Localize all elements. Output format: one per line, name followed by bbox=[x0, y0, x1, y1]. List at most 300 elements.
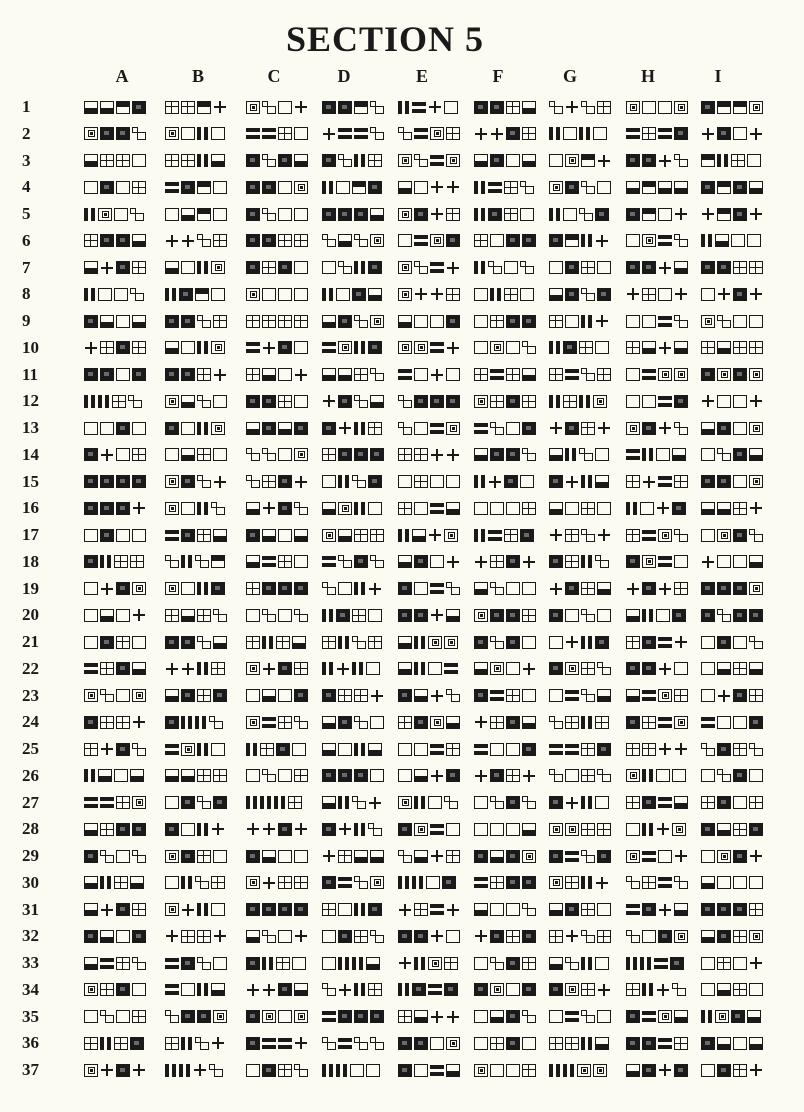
double-bar-icon bbox=[398, 101, 410, 114]
step-boxes-icon bbox=[446, 582, 460, 595]
empty-box-icon bbox=[474, 1010, 488, 1023]
dotted-box-icon bbox=[444, 636, 458, 649]
empty-box-icon bbox=[444, 101, 458, 114]
filled-box-icon bbox=[717, 636, 731, 649]
plus-icon bbox=[84, 341, 98, 354]
step-boxes-icon bbox=[490, 582, 504, 595]
empty-box-icon bbox=[701, 288, 715, 301]
bottom-fill-box-icon bbox=[294, 154, 308, 167]
plus-icon bbox=[674, 743, 688, 756]
empty-box-icon bbox=[114, 769, 128, 782]
symbol-cell bbox=[549, 769, 611, 783]
step-boxes-icon bbox=[338, 261, 352, 274]
filled-box-icon bbox=[262, 422, 276, 435]
double-bar-icon bbox=[581, 716, 593, 729]
plus-icon bbox=[246, 983, 260, 996]
step-boxes-icon bbox=[398, 422, 412, 435]
empty-box-icon bbox=[490, 903, 504, 916]
symbol-cell bbox=[165, 796, 227, 810]
filled-box-icon bbox=[717, 930, 731, 943]
grid-box-icon bbox=[132, 341, 146, 354]
filled-box-icon bbox=[414, 930, 428, 943]
dotted-box-icon bbox=[262, 1010, 276, 1023]
double-bar-icon bbox=[474, 261, 486, 274]
filled-box-icon bbox=[116, 983, 130, 996]
symbol-cell bbox=[246, 528, 308, 542]
empty-box-icon bbox=[116, 529, 130, 542]
equals-bar-icon bbox=[430, 743, 444, 756]
filled-box-icon bbox=[398, 930, 412, 943]
symbol-cell bbox=[398, 929, 460, 943]
top-fill-box-icon bbox=[581, 154, 595, 167]
filled-box-icon bbox=[181, 181, 195, 194]
empty-box-icon bbox=[474, 288, 488, 301]
grid-box-icon bbox=[165, 609, 179, 622]
bottom-fill-box-icon bbox=[595, 1037, 609, 1050]
double-bar-icon bbox=[165, 1064, 177, 1077]
plus-icon bbox=[100, 448, 114, 461]
filled-box-icon bbox=[522, 743, 536, 756]
grid-box-icon bbox=[444, 957, 458, 970]
equals-bar-icon bbox=[565, 743, 579, 756]
filled-box-icon bbox=[132, 475, 146, 488]
symbol-cell bbox=[549, 314, 609, 328]
dotted-box-icon bbox=[246, 716, 260, 729]
symbol-cell bbox=[474, 769, 536, 783]
empty-box-icon bbox=[116, 368, 130, 381]
double-bar-icon bbox=[98, 395, 110, 408]
symbol-cell bbox=[322, 180, 382, 194]
empty-box-icon bbox=[733, 127, 747, 140]
symbol-cell bbox=[626, 876, 688, 890]
plus-icon bbox=[213, 368, 227, 381]
symbol-cell bbox=[322, 608, 382, 622]
grid-box-icon bbox=[338, 689, 352, 702]
symbol-cell bbox=[322, 421, 382, 435]
row-number: 34 bbox=[22, 979, 39, 999]
dotted-box-icon bbox=[398, 796, 412, 809]
plus-icon bbox=[428, 101, 442, 114]
filled-box-icon bbox=[565, 181, 579, 194]
dotted-box-icon bbox=[577, 1064, 591, 1077]
step-boxes-icon bbox=[370, 1037, 384, 1050]
double-bar-icon bbox=[274, 796, 286, 809]
symbol-cell bbox=[701, 127, 763, 141]
empty-box-icon bbox=[595, 796, 609, 809]
bottom-fill-box-icon bbox=[701, 930, 715, 943]
empty-box-icon bbox=[506, 341, 520, 354]
plus-icon bbox=[100, 743, 114, 756]
grid-box-icon bbox=[197, 930, 211, 943]
symbol-cell bbox=[398, 421, 460, 435]
plus-icon bbox=[749, 127, 763, 140]
filled-box-icon bbox=[506, 448, 520, 461]
step-boxes-icon bbox=[444, 796, 458, 809]
empty-box-icon bbox=[278, 529, 292, 542]
plus-icon bbox=[701, 555, 715, 568]
grid-box-icon bbox=[165, 101, 179, 114]
empty-box-icon bbox=[563, 208, 577, 221]
bottom-fill-box-icon bbox=[414, 1010, 428, 1023]
symbol-cell bbox=[84, 1063, 146, 1077]
filled-box-icon bbox=[276, 743, 290, 756]
grid-box-icon bbox=[549, 368, 563, 381]
row-number: 35 bbox=[22, 1006, 39, 1026]
step-boxes-icon bbox=[581, 850, 595, 863]
filled-box-icon bbox=[354, 208, 368, 221]
dotted-box-icon bbox=[626, 101, 640, 114]
grid-box-icon bbox=[674, 475, 688, 488]
filled-box-icon bbox=[181, 315, 195, 328]
filled-box-icon bbox=[132, 101, 146, 114]
row-number: 31 bbox=[22, 899, 39, 919]
symbol-cell bbox=[322, 849, 384, 863]
grid-box-icon bbox=[294, 234, 308, 247]
filled-box-icon bbox=[84, 502, 98, 515]
filled-box-icon bbox=[749, 609, 763, 622]
bottom-fill-box-icon bbox=[414, 689, 428, 702]
symbol-cell bbox=[549, 796, 609, 810]
empty-box-icon bbox=[731, 234, 745, 247]
empty-box-icon bbox=[114, 288, 128, 301]
empty-box-icon bbox=[701, 957, 715, 970]
grid-box-icon bbox=[352, 609, 366, 622]
top-fill-box-icon bbox=[717, 181, 731, 194]
empty-box-icon bbox=[165, 876, 179, 889]
filled-box-icon bbox=[490, 101, 504, 114]
grid-box-icon bbox=[749, 341, 763, 354]
filled-box-icon bbox=[565, 422, 579, 435]
dotted-box-icon bbox=[565, 154, 579, 167]
filled-box-icon bbox=[181, 475, 195, 488]
filled-box-icon bbox=[370, 1010, 384, 1023]
table-row bbox=[0, 229, 804, 256]
empty-box-icon bbox=[701, 983, 715, 996]
dotted-box-icon bbox=[658, 368, 672, 381]
grid-box-icon bbox=[446, 288, 460, 301]
double-bar-icon bbox=[262, 957, 274, 970]
symbol-cell bbox=[549, 1063, 607, 1077]
grid-box-icon bbox=[597, 368, 611, 381]
step-boxes-icon bbox=[581, 368, 595, 381]
step-boxes-icon bbox=[370, 368, 384, 381]
filled-box-icon bbox=[412, 983, 426, 996]
empty-box-icon bbox=[597, 1010, 611, 1023]
step-boxes-icon bbox=[132, 743, 146, 756]
grid-box-icon bbox=[211, 662, 225, 675]
filled-box-icon bbox=[549, 983, 563, 996]
grid-box-icon bbox=[100, 154, 114, 167]
empty-box-icon bbox=[733, 796, 747, 809]
double-bar-icon bbox=[354, 903, 366, 916]
empty-box-icon bbox=[294, 850, 308, 863]
bottom-fill-box-icon bbox=[370, 395, 384, 408]
step-boxes-icon bbox=[370, 101, 384, 114]
filled-box-icon bbox=[338, 315, 352, 328]
symbol-cell bbox=[322, 1063, 380, 1077]
symbol-cell bbox=[246, 261, 308, 275]
step-boxes-icon bbox=[581, 181, 595, 194]
symbol-cell bbox=[626, 849, 688, 863]
grid-box-icon bbox=[506, 689, 520, 702]
equals-bar-icon bbox=[626, 127, 640, 140]
filled-box-icon bbox=[368, 341, 382, 354]
table-row bbox=[0, 791, 804, 818]
filled-box-icon bbox=[733, 529, 747, 542]
grid-box-icon bbox=[197, 609, 211, 622]
filled-box-icon bbox=[749, 823, 763, 836]
symbol-cell bbox=[474, 876, 536, 890]
grid-box-icon bbox=[213, 234, 227, 247]
equals-bar-icon bbox=[246, 341, 260, 354]
filled-box-icon bbox=[549, 234, 563, 247]
empty-box-icon bbox=[597, 502, 611, 515]
plus-icon bbox=[474, 769, 488, 782]
dotted-box-icon bbox=[444, 529, 458, 542]
filled-box-icon bbox=[474, 850, 488, 863]
symbol-cell bbox=[549, 822, 611, 836]
equals-bar-icon bbox=[474, 876, 488, 889]
empty-box-icon bbox=[626, 315, 640, 328]
step-boxes-icon bbox=[197, 957, 211, 970]
bottom-fill-box-icon bbox=[674, 181, 688, 194]
row-number: 24 bbox=[22, 712, 39, 732]
dotted-box-icon bbox=[84, 127, 98, 140]
empty-box-icon bbox=[165, 796, 179, 809]
plus-icon bbox=[430, 448, 444, 461]
bottom-fill-box-icon bbox=[549, 903, 563, 916]
symbol-cell bbox=[84, 394, 142, 408]
filled-box-icon bbox=[278, 502, 292, 515]
filled-box-icon bbox=[674, 127, 688, 140]
step-boxes-icon bbox=[197, 636, 211, 649]
top-fill-box-icon bbox=[733, 101, 747, 114]
bottom-fill-box-icon bbox=[446, 502, 460, 515]
symbol-cell bbox=[701, 635, 763, 649]
column-header-d: D bbox=[337, 66, 351, 86]
empty-box-icon bbox=[322, 475, 336, 488]
filled-box-icon bbox=[563, 341, 577, 354]
bottom-fill-box-icon bbox=[474, 154, 488, 167]
symbol-cell bbox=[549, 715, 609, 729]
plus-icon bbox=[658, 341, 672, 354]
dotted-box-icon bbox=[398, 341, 412, 354]
equals-bar-icon bbox=[565, 689, 579, 702]
empty-box-icon bbox=[132, 154, 146, 167]
double-bar-icon bbox=[197, 983, 209, 996]
bottom-fill-box-icon bbox=[84, 903, 98, 916]
empty-box-icon bbox=[181, 582, 195, 595]
empty-box-icon bbox=[84, 422, 98, 435]
symbol-cell bbox=[701, 421, 763, 435]
empty-box-icon bbox=[294, 288, 308, 301]
empty-box-icon bbox=[674, 555, 688, 568]
filled-box-icon bbox=[642, 1064, 656, 1077]
bottom-fill-box-icon bbox=[749, 1037, 763, 1050]
double-bar-icon bbox=[398, 529, 410, 542]
filled-box-icon bbox=[370, 448, 384, 461]
symbol-cell bbox=[165, 234, 227, 248]
double-bar-icon bbox=[579, 395, 591, 408]
symbol-cell bbox=[398, 1063, 460, 1077]
dotted-box-icon bbox=[165, 850, 179, 863]
step-boxes-icon bbox=[197, 395, 211, 408]
equals-bar-icon bbox=[430, 582, 444, 595]
step-boxes-icon bbox=[370, 555, 384, 568]
symbol-cell bbox=[398, 368, 460, 382]
filled-box-icon bbox=[246, 208, 260, 221]
symbol-cell bbox=[398, 528, 458, 542]
filled-box-icon bbox=[278, 341, 292, 354]
empty-box-icon bbox=[338, 582, 352, 595]
step-boxes-icon bbox=[398, 127, 412, 140]
symbol-cell bbox=[474, 394, 536, 408]
step-boxes-icon bbox=[717, 448, 731, 461]
empty-box-icon bbox=[294, 261, 308, 274]
bottom-fill-box-icon bbox=[398, 636, 412, 649]
double-bar-icon bbox=[181, 1037, 193, 1050]
empty-box-icon bbox=[749, 983, 763, 996]
symbol-cell bbox=[246, 849, 308, 863]
dotted-box-icon bbox=[642, 234, 656, 247]
dotted-box-icon bbox=[246, 101, 260, 114]
symbol-cell bbox=[84, 287, 144, 301]
dotted-box-icon bbox=[84, 1064, 98, 1077]
dotted-box-icon bbox=[428, 636, 442, 649]
double-bar-icon bbox=[197, 903, 209, 916]
empty-box-icon bbox=[490, 1064, 504, 1077]
plus-icon bbox=[132, 716, 146, 729]
grid-box-icon bbox=[398, 716, 412, 729]
step-boxes-icon bbox=[132, 127, 146, 140]
bottom-fill-box-icon bbox=[213, 636, 227, 649]
symbol-cell bbox=[626, 1010, 688, 1024]
grid-box-icon bbox=[368, 983, 382, 996]
table-row bbox=[0, 978, 804, 1005]
symbol-cell bbox=[701, 475, 763, 489]
plus-icon bbox=[565, 930, 579, 943]
symbol-cell bbox=[322, 769, 384, 783]
dotted-box-icon bbox=[370, 315, 384, 328]
equals-bar-icon bbox=[658, 234, 672, 247]
step-boxes-icon bbox=[581, 689, 595, 702]
double-bar-icon bbox=[165, 288, 177, 301]
symbol-cell bbox=[701, 368, 763, 382]
symbol-cell bbox=[474, 1036, 536, 1050]
filled-box-icon bbox=[565, 903, 579, 916]
symbol-cell bbox=[474, 475, 534, 489]
dotted-box-icon bbox=[626, 769, 640, 782]
empty-box-icon bbox=[658, 850, 672, 863]
bottom-fill-box-icon bbox=[98, 769, 112, 782]
symbol-cell bbox=[398, 662, 458, 676]
row-number: 7 bbox=[22, 257, 31, 277]
empty-box-icon bbox=[642, 395, 656, 408]
double-bar-icon bbox=[100, 876, 112, 889]
double-bar-icon bbox=[181, 716, 193, 729]
double-bar-icon bbox=[581, 876, 593, 889]
symbol-cell bbox=[626, 475, 688, 489]
symbol-cell bbox=[84, 1010, 146, 1024]
symbol-cell bbox=[626, 983, 686, 997]
equals-bar-icon bbox=[84, 796, 98, 809]
double-bar-icon bbox=[626, 502, 638, 515]
filled-box-icon bbox=[278, 983, 292, 996]
equals-bar-icon bbox=[246, 127, 260, 140]
dotted-box-icon bbox=[430, 716, 444, 729]
symbol-cell bbox=[626, 769, 686, 783]
step-boxes-icon bbox=[209, 1064, 223, 1077]
symbol-cell bbox=[84, 154, 146, 168]
filled-box-icon bbox=[338, 101, 352, 114]
symbol-cell bbox=[549, 127, 607, 141]
filled-box-icon bbox=[322, 208, 336, 221]
symbol-cell bbox=[626, 100, 688, 114]
step-boxes-icon bbox=[128, 395, 142, 408]
empty-box-icon bbox=[322, 261, 336, 274]
filled-box-icon bbox=[733, 288, 747, 301]
double-bar-icon bbox=[412, 876, 424, 889]
step-boxes-icon bbox=[626, 876, 640, 889]
grid-box-icon bbox=[197, 689, 211, 702]
grid-box-icon bbox=[278, 395, 292, 408]
equals-bar-icon bbox=[412, 101, 426, 114]
symbol-cell bbox=[474, 261, 534, 275]
equals-bar-icon bbox=[165, 983, 179, 996]
symbol-cell bbox=[398, 582, 460, 596]
dotted-box-icon bbox=[474, 609, 488, 622]
filled-box-icon bbox=[165, 636, 179, 649]
grid-box-icon bbox=[565, 876, 579, 889]
symbol-cell bbox=[549, 929, 611, 943]
filled-box-icon bbox=[116, 261, 130, 274]
equals-bar-icon bbox=[490, 368, 504, 381]
step-boxes-icon bbox=[197, 234, 211, 247]
empty-box-icon bbox=[322, 930, 336, 943]
equals-bar-icon bbox=[165, 957, 179, 970]
symbol-cell bbox=[626, 635, 688, 649]
empty-box-icon bbox=[414, 315, 428, 328]
filled-box-icon bbox=[701, 1037, 715, 1050]
double-bar-icon bbox=[197, 502, 209, 515]
bottom-fill-box-icon bbox=[717, 1037, 731, 1050]
plus-icon bbox=[717, 689, 731, 702]
plus-icon bbox=[658, 743, 672, 756]
symbol-cell bbox=[165, 341, 225, 355]
bottom-fill-box-icon bbox=[322, 743, 336, 756]
filled-box-icon bbox=[165, 315, 179, 328]
grid-box-icon bbox=[132, 181, 146, 194]
bottom-fill-box-icon bbox=[100, 101, 114, 114]
symbol-cell bbox=[246, 287, 308, 301]
grid-box-icon bbox=[490, 1037, 504, 1050]
symbol-cell bbox=[84, 689, 146, 703]
filled-box-icon bbox=[338, 208, 352, 221]
filled-box-icon bbox=[504, 475, 518, 488]
filled-box-icon bbox=[100, 127, 114, 140]
bottom-fill-box-icon bbox=[595, 475, 609, 488]
dotted-box-icon bbox=[474, 1064, 488, 1077]
table-row bbox=[0, 844, 804, 871]
empty-box-icon bbox=[474, 957, 488, 970]
symbol-cell bbox=[474, 983, 536, 997]
bottom-fill-box-icon bbox=[211, 154, 225, 167]
filled-box-icon bbox=[354, 448, 368, 461]
empty-box-icon bbox=[595, 341, 609, 354]
grid-box-icon bbox=[597, 101, 611, 114]
plus-icon bbox=[100, 261, 114, 274]
empty-box-icon bbox=[733, 555, 747, 568]
